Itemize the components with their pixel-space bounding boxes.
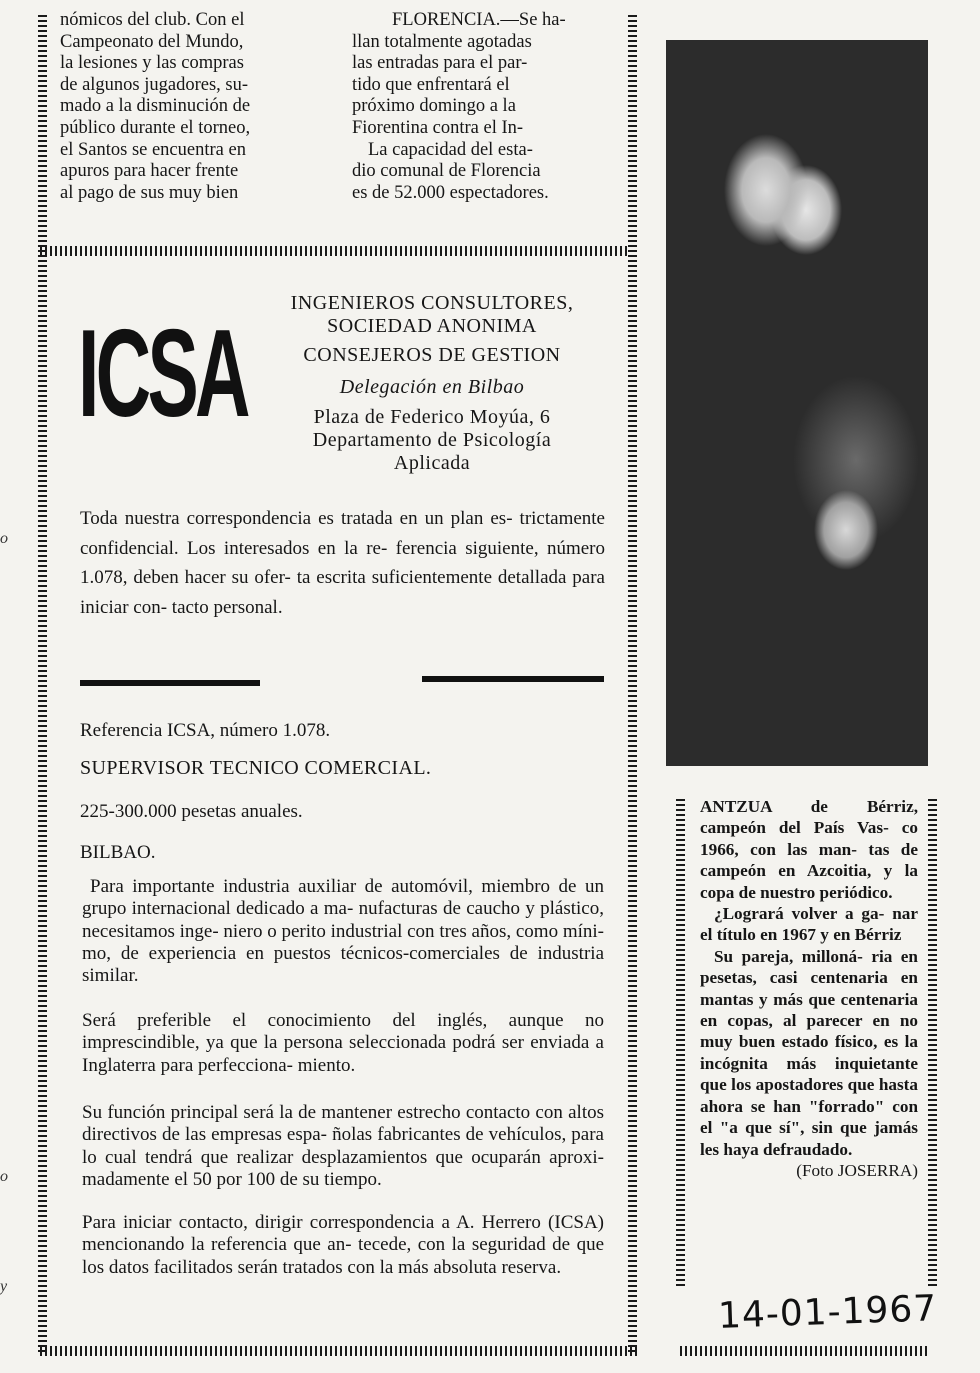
department-line: Aplicada [393,452,471,474]
ad-location: BILBAO. [80,842,156,863]
dash-rule-left [80,680,260,686]
department-line: Departamento de Psicología [312,429,552,451]
divider-rule-bottom [40,1346,640,1356]
ad-salary: 225-300.000 pesetas anuales. [80,801,303,822]
text-line: llan totalmente agotadas [352,31,532,52]
text-line: FLORENCIA.—Se ha- [392,10,566,30]
ad-address: Plaza de Federico Moyúa, 6 [313,406,551,428]
company-name [262,292,602,338]
text-line: tido que enfrentará el [352,74,510,95]
text-line: el Santos se encuentra en [60,139,246,160]
ad-paragraph: Para importante industria auxiliar de automóvil, miembro de un grupo internacional dedicado a ma- nufacturas de caucho y plástico, necesitamos inge- niero o perito industrial con tres años, como míni- mo, de experiencia en puestos técnicos-comerciales de industria similar. [82,876,604,987]
column-rule-left [38,12,47,1352]
ad-paragraph: Para iniciar contacto, dirigir correspondencia a A. Herrero (ICSA) mencionando la referencia que an- tecede, con la seguridad de que los datos facilitados serán tratados con la más absoluta reserva. [82,1212,604,1278]
text-line: nómicos del club. Con el [60,10,245,30]
ad-reference: Referencia ICSA, número 1.078. [80,720,331,741]
ad-department [262,429,602,475]
pelotari-photo [666,40,928,766]
text-line: apuros para hacer frente [60,161,239,182]
company-line: SOCIEDAD ANONIMA [327,315,537,337]
caption-rule-right [928,796,937,1286]
photo-credit: (Foto JOSERRA) [796,1160,918,1180]
ad-delegation: Delegación en Bilbao [339,376,525,398]
text-line: al pago de sus muy bien [60,182,239,203]
text-line: dio comunal de Florencia [352,161,541,182]
caption-rule-left [676,796,685,1286]
text-line: La capacidad del esta- [368,139,533,160]
ad-intro: Toda nuestra correspondencia es tratada en un plan es- trictamente confidencial. Los interesados en la re- ferencia siguiente, número 1.078, deben hacer su ofer- ta escrita suficientemente detallada para iniciar con- tacto personal. [80,508,605,618]
caption-paragraph: Su pareja, milloná- ria en pesetas, casi centenaria en mantas y más que centenaria en copas, al parecer en no muy buen estado físico, es la incógnita más inquietante que los apostadores que hasta ahora se han "forrado" con el "a que sí", sin que jamás les haya defraudado. [700,946,918,1159]
text-line: las entradas para el par- [352,53,528,74]
divider-rule-top [40,246,630,256]
ad-paragraph: Su función principal será la de mantener estrecho contacto con altos directivos de las empresas espa- ñolas fabricantes de vehículos, para lo cual tendrá que realizar desplazamientos que ocuparán aproxi- madamente el 50 por 100 de su tiempo. [82,1102,604,1190]
margin-fragment: y [0,1278,8,1295]
photo-caption [700,796,918,1181]
text-line: Fiorentina contra el In- [352,117,524,138]
top-left-column [60,10,322,204]
text-line: público durante el torneo, [60,117,251,138]
margin-fragment: o [0,1168,8,1185]
caption-paragraph: ¿Logrará volver a ga- nar el título en 1967 y en Bérriz [700,904,918,945]
caption-paragraph: ANTZUA de Bérriz, campeón del País Vas- co 1966, con las man- tas de campeón en Azcoitia, y la copa de nuestro periódico. [700,797,918,902]
icsa-logo: ICSA [78,305,247,443]
text-line: próximo domingo a la [352,96,516,117]
column-rule-center [628,12,637,1352]
text-line: la lesiones y las compras [60,53,244,74]
margin-fragment: o [0,530,8,547]
ad-paragraph: Será preferible el conocimiento del inglés, aunque no imprescindible, ya que la persona seleccionada podrá ser enviada a Inglaterra para perfecciona- miento. [82,1010,604,1076]
text-line: Campeonato del Mundo, [60,31,244,52]
dash-rule-right [422,676,604,682]
text-line: de algunos jugadores, su- [60,74,249,95]
handwritten-date: 14-01-1967 [717,1288,938,1337]
caption-rule-bottom [680,1346,930,1356]
top-right-column [352,10,604,204]
ad-position: SUPERVISOR TECNICO COMERCIAL. [80,757,432,779]
ad-subtitle: CONSEJEROS DE GESTION [303,344,561,366]
text-line: mado a la disminución de [60,96,251,117]
company-line: INGENIEROS CONSULTORES, [290,292,574,314]
text-line: es de 52.000 espectadores. [352,182,549,203]
